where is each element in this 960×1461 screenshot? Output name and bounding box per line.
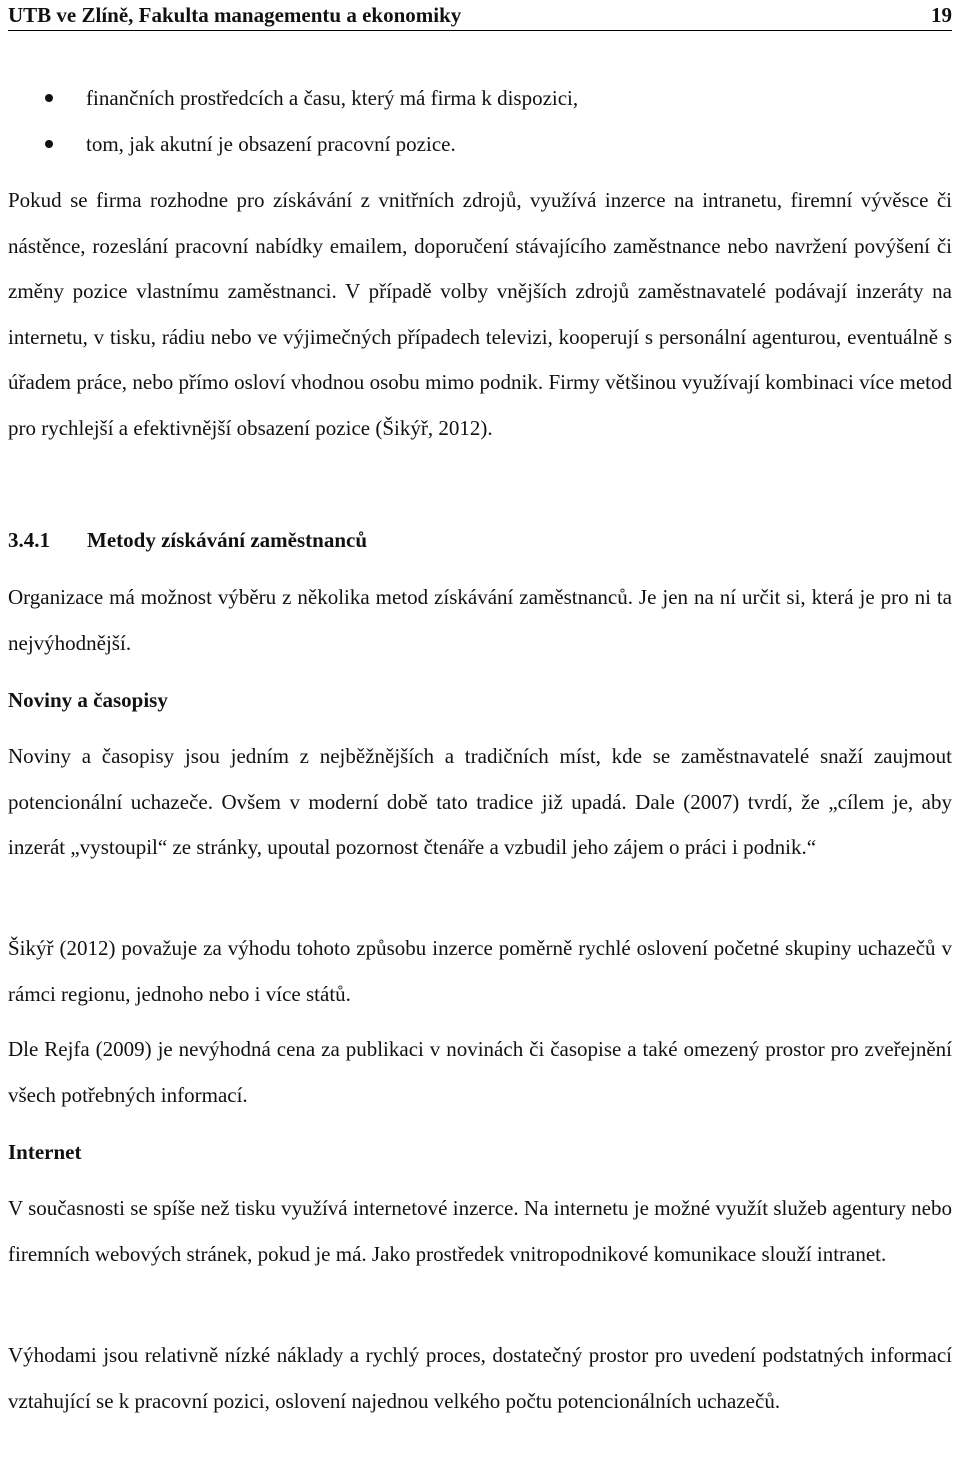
list-item: [0, 78, 960, 124]
page-number: 19: [931, 2, 952, 27]
list-item-text: finančních prostředcích a času, který má firma k dispozici,: [86, 86, 579, 110]
paragraph-methods-intro: Organizace má možnost výběru z několika metod získávání zaměstnanců. Je jen na ní určit si, která je pro ni ta nejvýhodnější.: [8, 585, 952, 655]
section-heading: [8, 525, 367, 555]
list-item-text: tom, jak akutní je obsazení pracovní pozice.: [86, 132, 456, 156]
paragraph-sourcing: Pokud se firma rozhodne pro získávání z vnitřních zdrojů, využívá inzerce na intranetu, firemní vývěsce či nástěnce, rozeslání pracovní nabídky emailem, doporučení stávajícího zaměstnance nebo navržení povýšení či změny pozice vlastnímu zaměstnanci. V případě volby vnějších zdrojů zaměstnavatelé podávají inzeráty na internetu, v tisku, rádiu nebo ve výjimečných případech televizi, kooperují s personální agenturou, eventuálně s úřadem práce, nebo přímo osloví vhodnou osobu mimo podnik. Firmy většinou využívají kombinaci více metod pro rychlejší a efektivnější obsazení pozice (Šikýř, 2012).: [8, 188, 952, 440]
bullet-list: [0, 78, 960, 170]
paragraph-newspapers-advantage: Šikýř (2012) považuje za výhodu tohoto způsobu inzerce poměrně rychlé oslovení početné skupiny uchazečů v rámci regionu, jednoho nebo i více států.: [8, 936, 952, 1006]
paragraph-newspapers: Noviny a časopisy jsou jedním z nejběžnějších a tradičních míst, kde se zaměstnavatelé snaží zaujmout potencionální uchazeče. Ovšem v moderní době tato tradice již upadá. Dale (2007) tvrdí, že „cílem je, aby inzerát „vystoupil“ ze stránky, upoutal pozornost čtenáře a vzbudil jeho zájem o práci i podnik.“: [8, 744, 952, 859]
page-header: [8, 0, 952, 30]
paragraph-newspapers-disadvantage: Dle Rejfa (2009) je nevýhodná cena za publikaci v novinách či časopise a také omezený prostor pro zveřejnění všech potřebných informací.: [8, 1037, 952, 1107]
paragraph-internet: V současnosti se spíše než tisku využívá internetové inzerce. Na internetu je možné využít služeb agentury nebo firemních webových stránek, pokud je má. Jako prostředek vnitropodnikové komunikace slouží intranet.: [8, 1196, 952, 1266]
paragraph-internet-advantages: Výhodami jsou relativně nízké náklady a rychlý proces, dostatečný prostor pro uvedení podstatných informací vztahující se k pracovní pozici, oslovení najednou velkého počtu potencionálních uchazečů.: [8, 1343, 952, 1413]
bullet-icon: [45, 94, 53, 102]
section-title: Metody získávání zaměstnanců: [87, 528, 367, 552]
header-title: UTB ve Zlíně, Fakulta managementu a ekonomiky: [8, 2, 462, 27]
list-item: [0, 124, 960, 170]
subheading-newspapers: Noviny a časopisy: [8, 688, 168, 712]
subheading-internet: Internet: [8, 1140, 82, 1164]
header-divider: [8, 30, 952, 31]
section-number: 3.4.1: [8, 528, 50, 552]
bullet-icon: [45, 140, 53, 148]
